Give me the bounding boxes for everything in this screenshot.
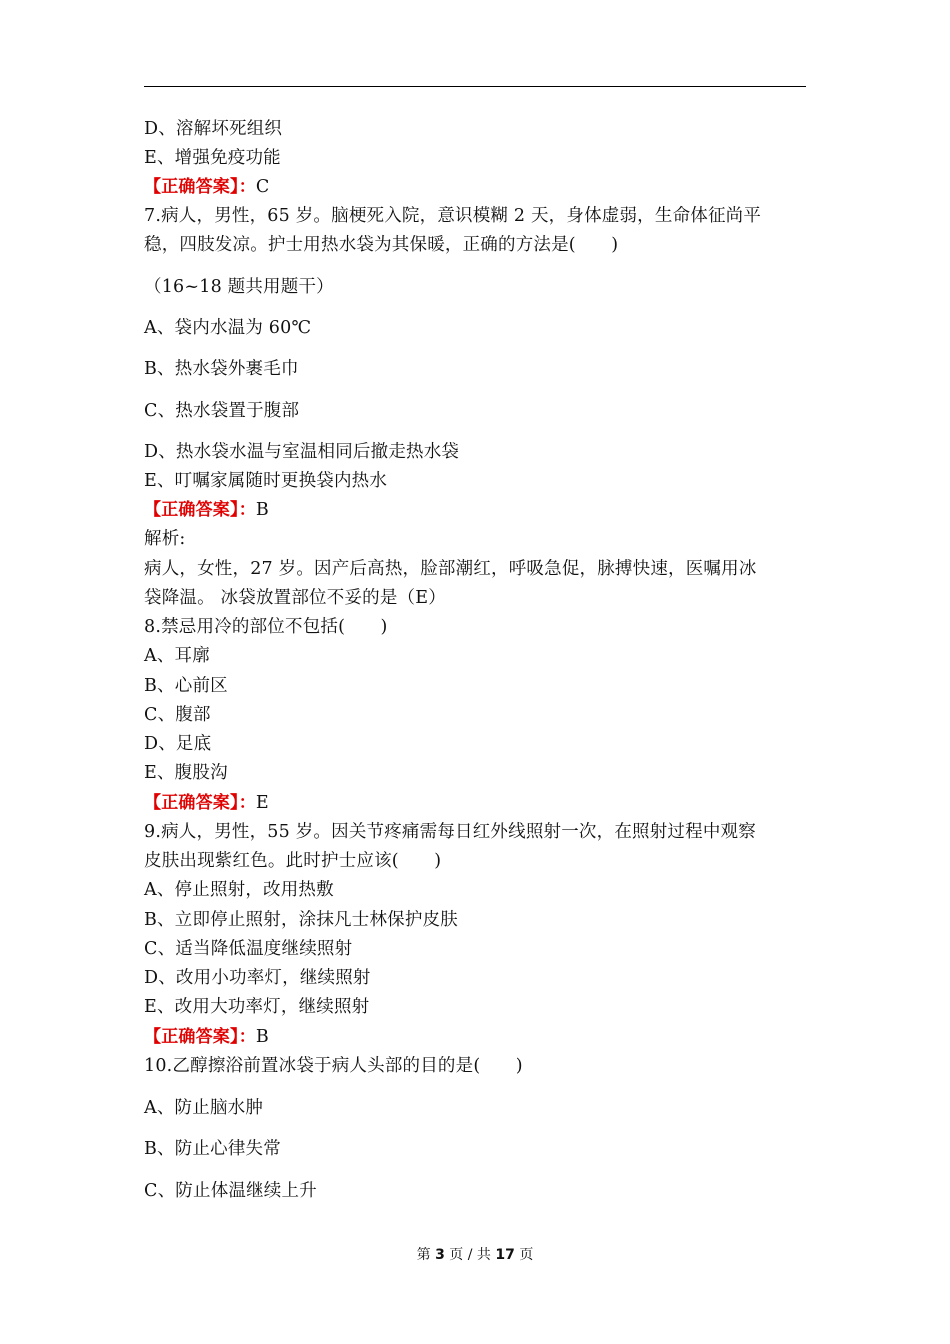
q7-stem-line2: 稳，四肢发凉。护士用热水袋为其保暖，正确的方法是( ) [144, 235, 619, 255]
answer-label: 【正确答案】： [144, 1027, 256, 1047]
current-page-number: 3 [435, 1247, 445, 1263]
q8-answer [144, 792, 269, 814]
page-footer [0, 1246, 950, 1264]
q9-stem-line2: 皮肤出现紫红色。此时护士应该( ) [144, 851, 442, 871]
footer-suffix: 页 [514, 1247, 534, 1263]
q8-stem: 8.禁忌用冷的部位不包括( ) [144, 617, 388, 637]
q7-option-e: E、叮嘱家属随时更换袋内热水 [144, 471, 388, 491]
q7-option-d: D、热水袋水温与室温相同后撤走热水袋 [144, 442, 460, 462]
q8-option-b: B、心前区 [144, 676, 228, 696]
q6-answer [144, 176, 270, 198]
q9-option-a: A、停止照射，改用热敷 [144, 880, 334, 900]
q7-option-a: A、袋内水温为 60℃ [144, 318, 312, 338]
q7-analysis-line2: 袋降温。 冰袋放置部位不妥的是（E） [144, 588, 446, 608]
q7-stem-line1: 7.病人，男性，65 岁。脑梗死入院，意识模糊 2 天，身体虚弱，生命体征尚平 [144, 206, 762, 226]
q10-option-a: A、防止脑水肿 [144, 1098, 264, 1118]
q6-option-d: D、溶解坏死组织 [144, 119, 283, 139]
answer-label: 【正确答案】： [144, 177, 256, 197]
q9-option-d: D、改用小功率灯，继续照射 [144, 968, 371, 988]
q7-answer [144, 499, 269, 521]
q10-option-c: C、防止体温继续上升 [144, 1181, 317, 1201]
q9-stem-line1: 9.病人，男性，55 岁。因关节疼痛需每日红外线照射一次，在照射过程中观察 [144, 822, 756, 842]
q8-option-a: A、耳廓 [144, 646, 210, 666]
q7-analysis-label: 解析: [144, 529, 186, 549]
q10-option-b: B、防止心律失常 [144, 1139, 281, 1159]
footer-prefix: 第 [416, 1247, 436, 1263]
q8-option-c: C、腹部 [144, 705, 211, 725]
total-pages-number: 17 [495, 1247, 515, 1263]
answer-value: C [255, 177, 270, 197]
q9-answer [144, 1026, 269, 1048]
q8-option-e: E、腹股沟 [144, 763, 228, 783]
answer-label: 【正确答案】： [144, 500, 256, 520]
answer-value: B [255, 500, 269, 520]
header-rule [144, 86, 806, 87]
answer-value: B [255, 1027, 269, 1047]
answer-value: E [255, 793, 269, 813]
q8-option-d: D、足底 [144, 734, 212, 754]
q7-shared-stem-note: （16~18 题共用题干） [144, 277, 334, 297]
q7-option-c: C、热水袋置于腹部 [144, 401, 300, 421]
q10-stem: 10.乙醇擦浴前置冰袋于病人头部的目的是( ) [144, 1056, 523, 1076]
answer-label: 【正确答案】： [144, 793, 256, 813]
q6-option-e: E、增强免疫功能 [144, 148, 281, 168]
q9-option-b: B、立即停止照射，涂抹凡士林保护皮肤 [144, 910, 458, 930]
q7-option-b: B、热水袋外裹毛巾 [144, 359, 299, 379]
q7-analysis-line1: 病人，女性，27 岁。因产后高热，脸部潮红，呼吸急促，脉搏快速，医嘱用冰 [144, 559, 757, 579]
footer-middle: 页 / 共 [444, 1247, 496, 1263]
q9-option-e: E、改用大功率灯，继续照射 [144, 997, 370, 1017]
q9-option-c: C、适当降低温度继续照射 [144, 939, 353, 959]
